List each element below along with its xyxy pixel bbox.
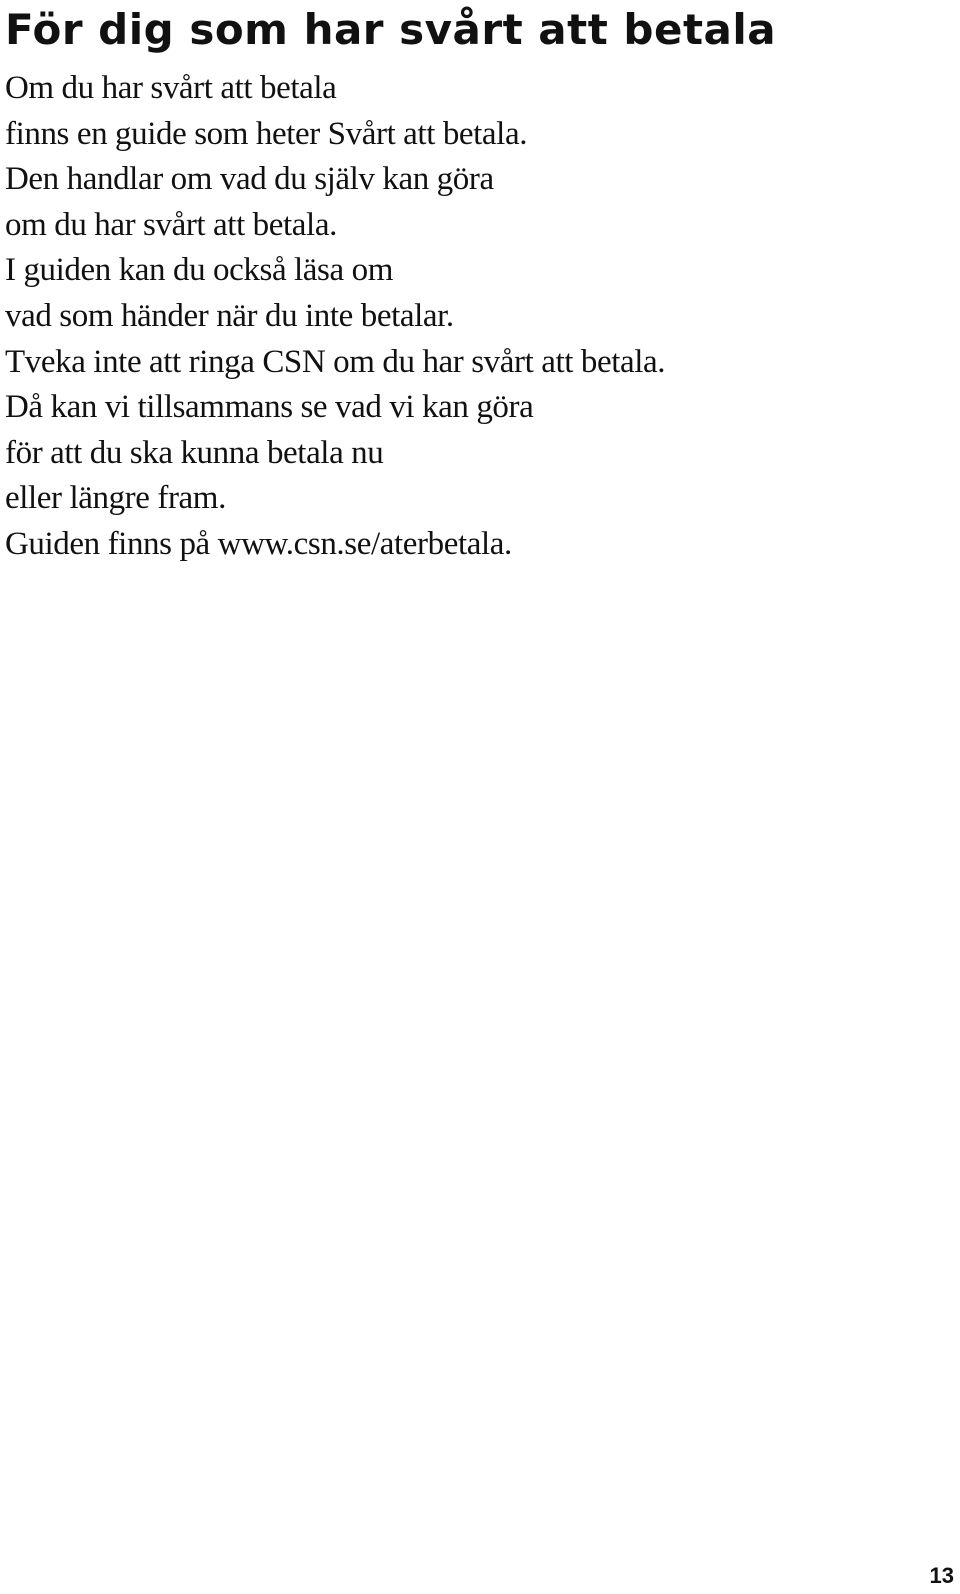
body-line: Tveka inte att ringa CSN om du har svårt att betala. — [5, 343, 666, 380]
body-line: om du har svårt att betala. — [5, 206, 337, 243]
page-title: För dig som har svårt att betala — [5, 5, 777, 54]
body-line: Den handlar om vad du själv kan göra — [5, 161, 494, 198]
body-line: eller längre fram. — [5, 480, 226, 517]
body-line: finns en guide som heter Svårt att betala. — [5, 115, 528, 152]
body-text — [5, 66, 665, 568]
body-line: Då kan vi tillsammans se vad vi kan göra — [5, 389, 534, 426]
page-number: 13 — [929, 1563, 954, 1588]
body-line: vad som händer när du inte betalar. — [5, 297, 454, 334]
body-line: för att du ska kunna betala nu — [5, 434, 384, 471]
body-line-link: Guiden finns på www.csn.se/aterbetala. — [5, 525, 512, 562]
body-line: I guiden kan du också läsa om — [5, 252, 393, 289]
body-line: Om du har svårt att betala — [5, 70, 337, 106]
